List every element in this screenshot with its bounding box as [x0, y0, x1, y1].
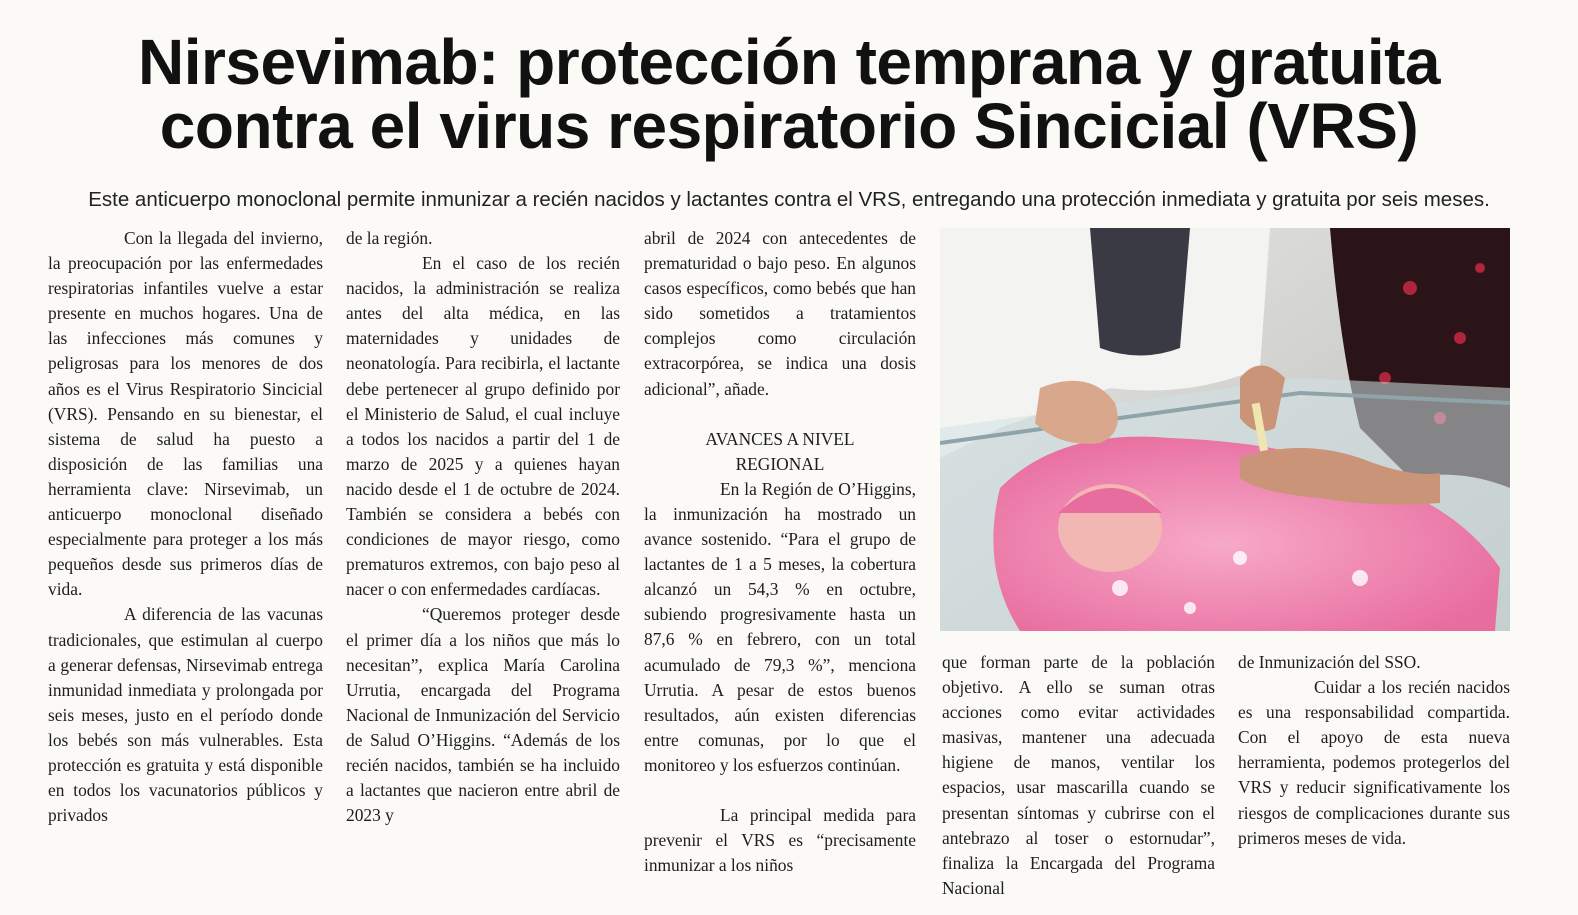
headline-line-2: contra el virus respiratorio Sincicial (VRS) [159, 90, 1419, 162]
headline-line-1: Nirsevimab: protección temprana y gratuita [137, 26, 1441, 98]
subheading-line-2: REGIONAL [735, 453, 825, 474]
article-column-5 [1238, 650, 1510, 851]
paragraph: En el caso de los recién nacidos, la administración se realiza antes del alta médica, en las maternidades y unidades de neonatología. Para recibirla, el lactante debe pertenecer al grupo definido por el Ministerio de Salud, el cual incluye a todos los nacidos a partir del 1 de marzo de 2025 y a quienes hayan nacido desde el 1 de octubre de 2024. También se considera a bebés con condiciones de mayor riesgo, como prematuros extremos, con bajo peso al nacer o con enfermedades cardíacas. [346, 253, 620, 600]
article-column-2 [346, 226, 620, 828]
newborn-photo-illustration [940, 228, 1510, 631]
paragraph: La principal medida para prevenir el VRS es “precisamente inmunizar a los niños [644, 804, 916, 876]
spacer [644, 402, 916, 427]
article-column-1 [48, 226, 323, 828]
article-column-4 [942, 650, 1215, 901]
spacer [644, 778, 916, 803]
subheading-line-1: AVANCES A NIVEL [705, 428, 855, 449]
paragraph: de Inmunización del SSO. [1238, 652, 1421, 672]
paragraph: que forman parte de la población objetivo. A ello se suman otras acciones como evitar actividades masivas, mantener una adecuada higiene de manos, ventilar los espacios, usar mascarilla cuando se presentan síntomas y cubrirse con el antebrazo al toser o estornudar”, finaliza la Encargada del Programa Nacional [942, 652, 1215, 898]
paragraph: Con la llegada del invierno, la preocupación por las enfermedades respiratorias infantiles vuelve a estar presente en muchos hogares. Una de las infecciones más comunes y peligrosas para los menores de dos años es el Virus Respiratorio Sincicial (VRS). Pensando en su bienestar, el sistema de salud ha puesto a disposición de las familias una herramienta clave: Nirsevimab, un anticuerpo monoclonal diseñado especialmente para proteger a los más pequeños desde sus primeros días de vida. [48, 228, 323, 600]
paragraph: En la Región de O’Higgins, la inmunización ha mostrado un avance sostenido. “Para el grupo de lactantes de 1 a 5 meses, la cobertura alcanzó un 54,3 % en octubre, subiendo progresivamente hasta un 87,6 % en febrero, con un total acumulado de 79,3 %”, menciona Urrutia. A pesar de estos buenos resultados, aún existen diferencias entre comunas, por lo que el monitoreo y los esfuerzos continúan. [644, 478, 916, 775]
paragraph: abril de 2024 con antecedentes de prematuridad o bajo peso. En algunos casos específicos, como bebés que han sido sometidos a tratamientos complejos como circulación extracorpórea, se indica una dosis adicional”, añade. [644, 228, 916, 399]
paragraph: A diferencia de las vacunas tradicionales, que estimulan al cuerpo a generar defensas, Nirsevimab entrega inmunidad inmediata y prolongada por seis meses, justo en el período donde los bebés son más vulnerables. Esta protección es gratuita y está disponible en todos los vacunatorios públicos y privados [48, 604, 323, 826]
paragraph: Cuidar a los recién nacidos es una responsabilidad compartida. Con el apoyo de esta nueva herramienta, podemos protegerlos del VRS y reducir significativamente los riesgos de complicaciones durante sus primeros meses de vida. [1238, 677, 1510, 848]
article-column-3 [644, 226, 916, 878]
deck-subtitle: Este anticuerpo monoclonal permite inmunizar a recién nacidos y lactantes contra el VRS, entregando una protección inmediata y gratuita por seis meses. [88, 188, 1490, 211]
headline [0, 26, 1578, 162]
paragraph: “Queremos proteger desde el primer día a los niños que más lo necesitan”, explica María Carolina Urrutia, encargada del Programa Nacional de Inmunización del Servicio de Salud O’Higgins. “Además de los recién nacidos, también se ha incluido a lactantes que nacieron entre abril de 2023 y [346, 604, 620, 826]
newborn-photo [940, 228, 1510, 631]
paragraph: de la región. [346, 228, 433, 248]
subheading [644, 427, 916, 477]
